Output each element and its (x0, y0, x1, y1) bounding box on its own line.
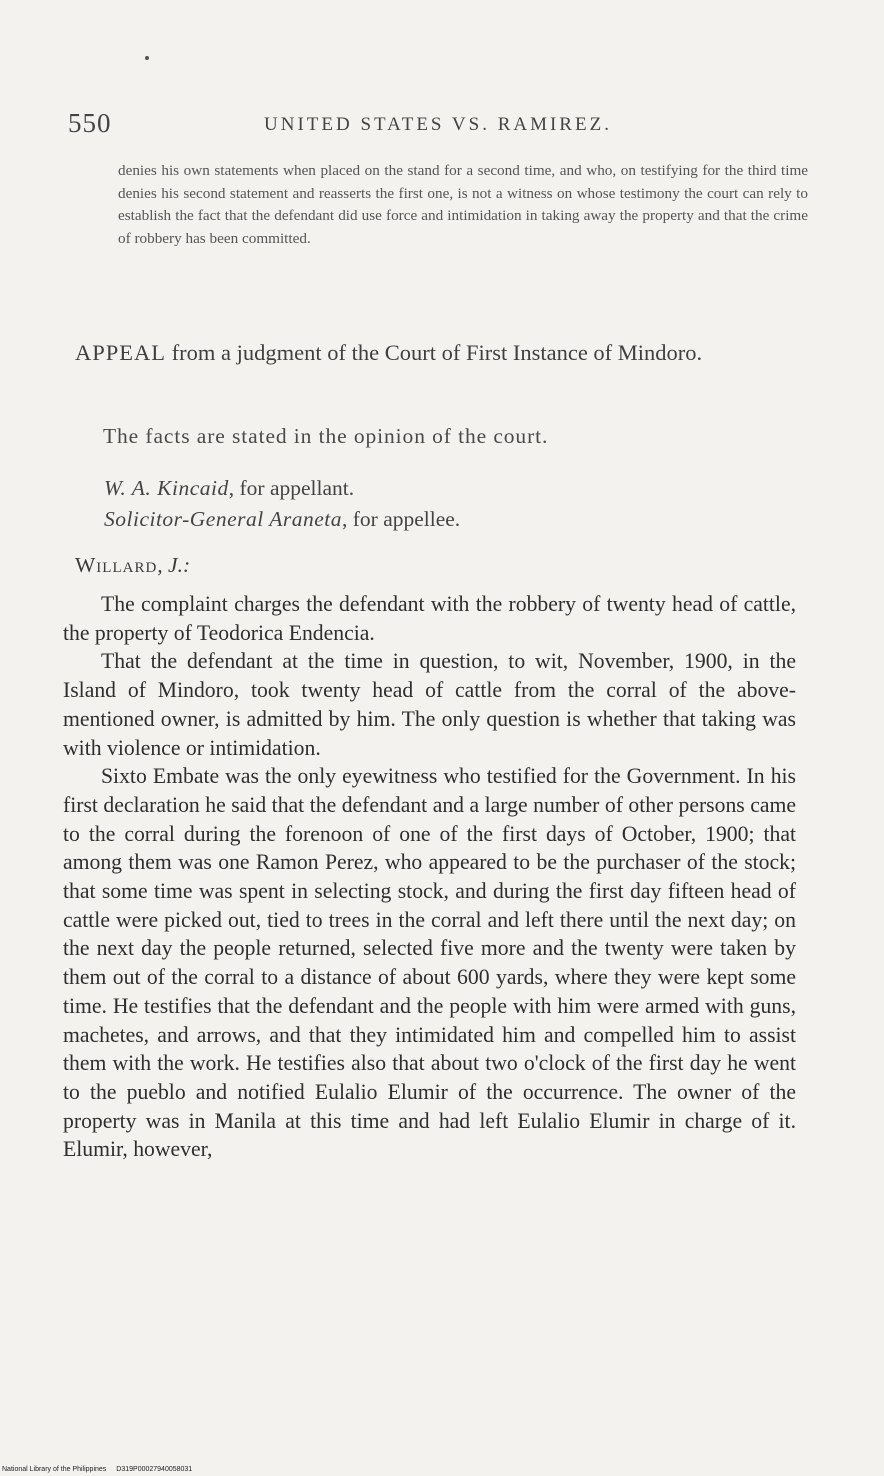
running-title: UNITED STATES VS. RAMIREZ. (264, 114, 612, 135)
footer-id: D319P00027940058031 (116, 1466, 193, 1473)
justice-title: , J.: (157, 553, 191, 577)
appeal-lead: APPEAL (75, 340, 167, 365)
appeal-text: from a judgment of the Court of First Instance of Mindoro. (166, 340, 703, 365)
footer-source: National Library of the Philippines (2, 1466, 107, 1473)
facts-statement: The facts are stated in the opinion of the court. (103, 424, 549, 448)
opinion-body (63, 590, 796, 1164)
appellant-counsel-name: W. A. Kincaid (104, 476, 229, 500)
justice-heading (75, 553, 190, 578)
opinion-paragraph: Sixto Embate was the only eyewitness who testified for the Government. In his first declaration he said that the defendant and a large number of other persons came to the corral during the forenoon of one of the first days of October, 1900; that among them was one Ramon Perez, who appeared to be the purchaser of the stock; that some time was spent in selecting stock, and during the first day fifteen head of cattle were picked out, tied to trees in the corral and left there until the next day; on the next day the people returned, selected five more and the twenty were taken by them out of the corral to a distance of about 600 yards, where they were kept some time. He testifies that the defendant and the people with him were armed with guns, machetes, and arrows, and that they intimidated him and compelled him to assist them with the work. He testifies also that about two o'clock of the first day he went to the pueblo and notified Eulalio Elumir of the occurrence. The owner of the property was in Manila at this time and had left Eulalio Elumir in charge of it. Elumir, however, (63, 764, 796, 1162)
syllabus-text: denies his own statements when placed on the stand for a second time, and who, on testifying for the third time denies his second statement and reasserts the first one, is not a witness on whose testimony the court can rely to establish the fact that the defendant did use force and intimidation in taking away the property and that the crime of robbery has been committed. (118, 162, 808, 248)
counsel-appellant (104, 476, 354, 501)
page-header (68, 108, 808, 148)
justice-name: Willard (75, 553, 158, 577)
opinion-paragraph: The complaint charges the defendant with the robbery of twenty head of cattle, the property of Teodorica Endencia. (63, 592, 796, 645)
counsel-appellee (104, 507, 460, 532)
appellee-role: , for appellee. (342, 507, 461, 531)
opinion-paragraph: That the defendant at the time in question, to wit, November, 1900, in the Island of Mindoro, took twenty head of cattle from the corral of the above-mentioned owner, is admitted by him. The only question is whether that taking was with violence or intimidation. (63, 649, 796, 760)
appellant-role: , for appellant. (228, 476, 355, 500)
appellee-counsel-name: Solicitor-General Araneta (104, 507, 342, 531)
page-number: 550 (68, 108, 112, 138)
scan-speck (145, 56, 149, 60)
scan-footer (2, 1466, 192, 1473)
appeal-statement (75, 338, 810, 367)
